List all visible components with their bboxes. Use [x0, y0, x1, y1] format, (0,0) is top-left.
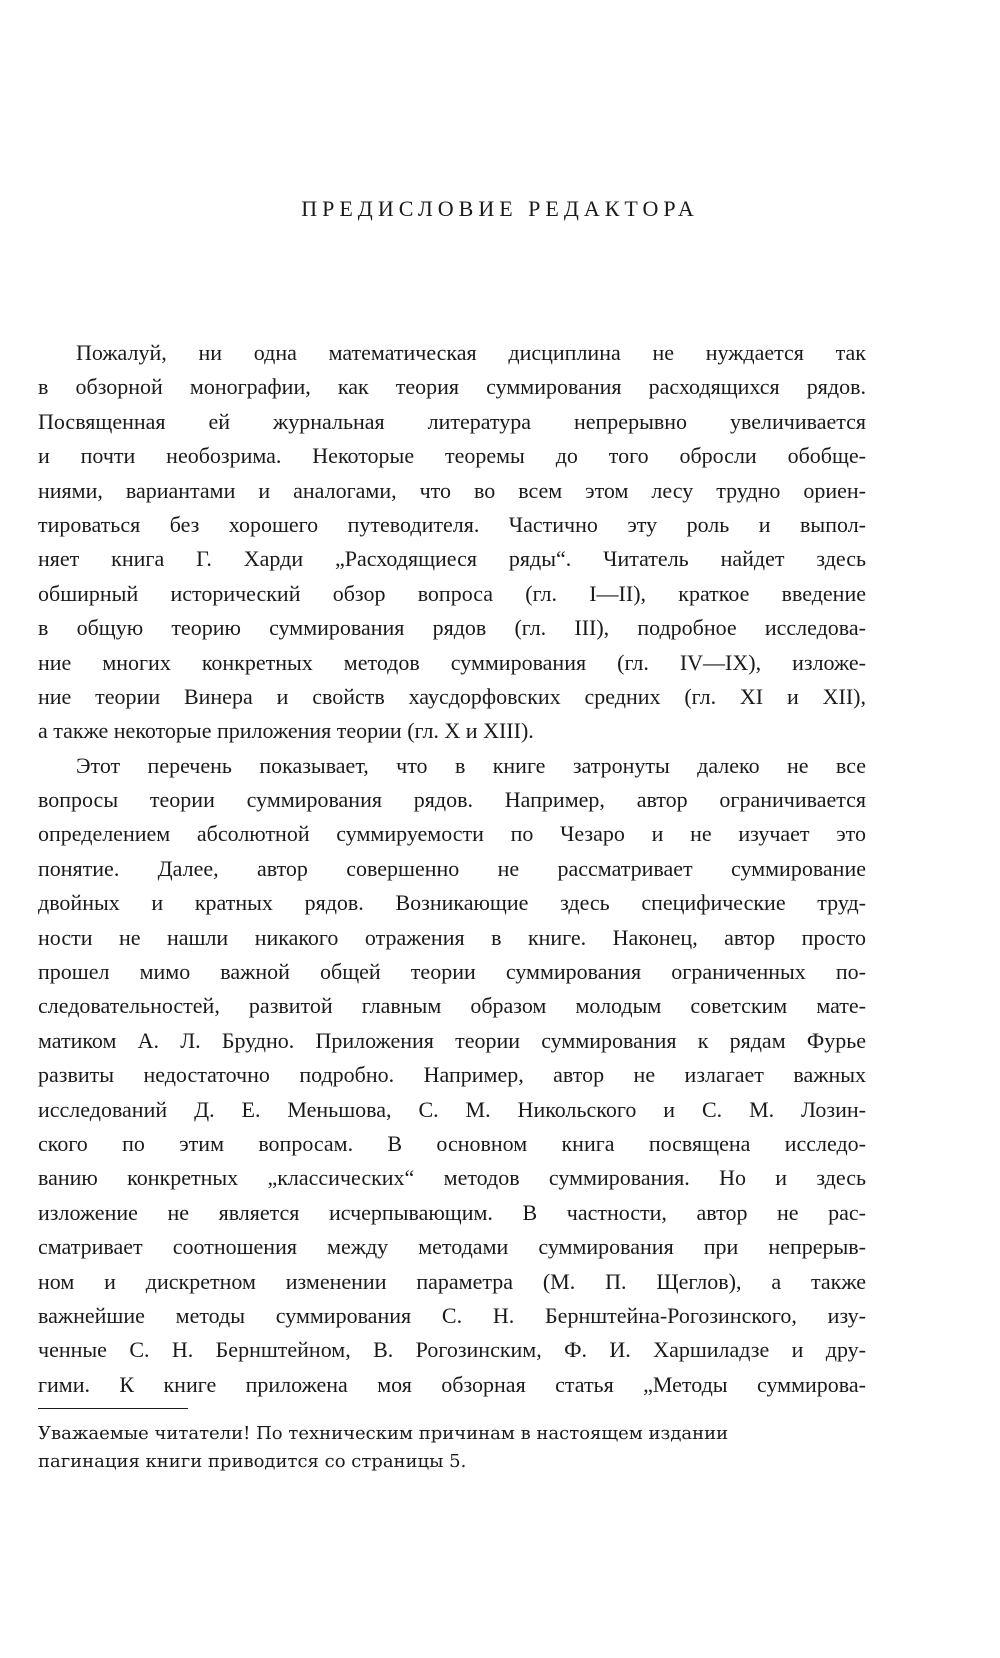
text-line: ние многих конкретных методов суммирования (гл. IV—IX), изложе-: [38, 649, 866, 675]
text-line: обширный исторический обзор вопроса (гл. I—II), краткое введение: [38, 580, 866, 606]
text-line: развиты недостаточно подробно. Например, автор не излагает важных: [38, 1062, 866, 1088]
text-body: [38, 336, 866, 1402]
text-line: ниями, вариантами и аналогами, что во всем этом лесу трудно ориен-: [38, 477, 866, 503]
text-line: Пожалуй, ни одна математическая дисциплина не нуждается так: [76, 340, 866, 365]
text-line: тироваться без хорошего путеводителя. Частично эту роль и выпол-: [38, 511, 866, 537]
text-line: ние теории Винера и свойств хаусдорфовских средних (гл. XI и XII),: [38, 683, 866, 709]
text-line: изложение не является исчерпывающим. В частности, автор не рас-: [38, 1199, 866, 1225]
text-line: матиком А. Л. Брудно. Приложения теории суммирования к рядам Фурье: [38, 1027, 866, 1053]
text-line: ченные С. Н. Бернштейном, В. Рогозинским, Ф. И. Харшиладзе и дру-: [38, 1337, 866, 1363]
footnote-divider: [38, 1408, 188, 1409]
text-line: вопросы теории суммирования рядов. Например, автор ограничивается: [38, 787, 866, 813]
text-line: важнейшие методы суммирования С. Н. Бернштейна-Рогозинского, изу-: [38, 1302, 866, 1328]
footnote: [38, 1420, 818, 1476]
text-line: в общую теорию суммирования рядов (гл. III), подробное исследова-: [38, 615, 866, 641]
page-title: ПРЕДИСЛОВИЕ РЕДАКТОРА: [301, 196, 699, 221]
text-line: ского по этим вопросам. В основном книга посвящена исследо-: [38, 1130, 866, 1156]
footnote-line: пагинация книги приводится со страницы 5.: [38, 1451, 467, 1472]
text-line: определением абсолютной суммируемости по Чезаро и не изучает это: [38, 821, 866, 847]
text-line: гими. К книге приложена моя обзорная статья „Методы суммирова-: [38, 1371, 866, 1397]
text-line: исследований Д. Е. Меньшова, С. М. Никольского и С. М. Лозин-: [38, 1096, 866, 1122]
text-line: Этот перечень показывает, что в книге затронуты далеко не все: [76, 752, 866, 778]
text-line: ванию конкретных „классических“ методов суммирования. Но и здесь: [38, 1165, 866, 1191]
text-line: следовательностей, развитой главным образом молодым советским мате-: [38, 993, 866, 1019]
text-line: сматривает соотношения между методами суммирования при непрерыв-: [38, 1234, 866, 1260]
text-line: няет книга Г. Харди „Расходящиеся ряды“. Читатель найдет здесь: [38, 546, 866, 572]
text-line: понятие. Далее, автор совершенно не рассматривает суммирование: [38, 855, 866, 881]
text-line: а также некоторые приложения теории (гл. X и XIII).: [38, 718, 534, 744]
text-line: двойных и кратных рядов. Возникающие здесь специфические труд-: [38, 890, 866, 916]
footnote-line: Уважаемые читатели! По техническим причинам в настоящем издании: [38, 1423, 729, 1444]
text-line: и почти необозрима. Некоторые теоремы до того обросли обобще-: [38, 443, 866, 469]
text-line: ности не нашли никакого отражения в книге. Наконец, автор просто: [38, 924, 866, 950]
text-line: прошел мимо важной общей теории суммирования ограниченных по-: [38, 959, 866, 985]
text-line: ном и дискретном изменении параметра (М. П. Щеглов), а также: [38, 1268, 866, 1294]
text-line: Посвященная ей журнальная литература непрерывно увеличивается: [38, 408, 866, 434]
text-line: в обзорной монографии, как теория суммирования расходящихся рядов.: [38, 374, 866, 400]
